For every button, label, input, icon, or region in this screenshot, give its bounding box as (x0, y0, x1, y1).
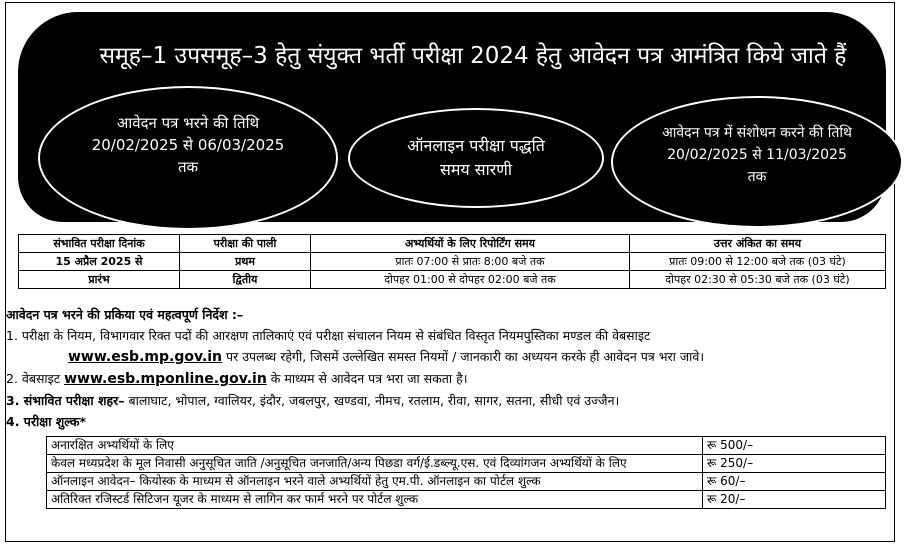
schedule-header-row (19, 235, 886, 253)
correction-date-label: आवेदन पत्र में संशोधन करने की तिथि (662, 125, 852, 141)
exam-mode-oval (348, 108, 604, 208)
application-date-label: आवेदन पत्र भरने की तिथि (116, 114, 260, 132)
header-banner (18, 12, 886, 222)
table-row (47, 455, 886, 473)
schedule-reporting-cell: दोपहर 01:00 से दोपहर 02:00 बजे तक (311, 271, 630, 289)
timetable-label: समय सारणी (440, 160, 512, 179)
schedule-header-shift: परीक्षा की पाली (180, 235, 311, 253)
instruction-item-3 (6, 390, 892, 411)
instruction-3-text: बालाघाट, भोपाल, ग्वालियर, इंदौर, जबलपुर, खण्डवा, नीमच, रतलाम, रीवा, सागर, सतना, सीधी एवं उज्जैन। (128, 393, 620, 408)
fee-amount: रू 20/– (703, 491, 886, 509)
instructions-heading: आवेदन पत्र भरने की प्रकिया एवं महत्वपूर्ण निर्देश :– (6, 307, 244, 322)
instruction-1-text: 1. परीक्षा के नियम, विभागवार रिक्त पदों की आरक्षण तालिकाएं एवं परीक्षा संचालन नियम से संबंधित विस्तृत नियमपुस्तिका मण्डल की वेबसाइट (6, 328, 651, 343)
correction-date-suffix: तक (747, 169, 767, 185)
application-date-range: 20/02/2025 से 06/03/2025 (91, 136, 285, 154)
table-row (19, 253, 886, 271)
instruction-item-1 (6, 325, 892, 346)
page-title: समूह–1 उपसमूह–3 हेतु संयुक्त भर्ती परीक्षा 2024 हेतु आवेदन पत्र आमंत्रित किये जाते हैं (99, 43, 847, 69)
instruction-item-1-continued (6, 346, 892, 368)
schedule-reporting-cell: प्रातः 07:00 से प्रातः 8:00 बजे तक (311, 253, 630, 271)
table-row (47, 473, 886, 491)
fee-amount: रू 250/– (703, 455, 886, 473)
fee-table (46, 436, 886, 509)
fee-description: केवल मध्यप्रदेश के मूल निवासी अनुसूचित जाति /अनुसूचित जनजाति/अन्य पिछडा वर्ग/ई.डब्ल्यू.एस. एवं दिव्यांगजन अभ्यर्थियों के लिए (47, 455, 703, 473)
instruction-3-label: 3. संभावित परीक्षा शहर– (6, 393, 125, 408)
instruction-1-rest: पर उपलब्ध रहेगी, जिसमें उल्लेखित समस्त नियमों / जानकारी का अध्ययन करके ही आवेदन पत्र भरा जावे। (226, 349, 705, 364)
schedule-header-reporting: अभ्यर्थियों के लिए रिपोर्टिंग समय (311, 235, 630, 253)
schedule-answer-cell: दोपहर 02:30 से 05:30 बजे तक (03 घंटे) (630, 271, 886, 289)
schedule-shift-cell: द्वितीय (180, 271, 311, 289)
instruction-item-4: 4. परीक्षा शुल्क* (6, 414, 87, 429)
table-row (47, 437, 886, 455)
correction-date-oval (611, 96, 903, 228)
application-date-oval (38, 86, 338, 230)
exam-mode-label: ऑनलाइन परीक्षा पद्धति (407, 136, 545, 155)
schedule-shift-cell: प्रथम (180, 253, 311, 271)
instruction-item-2 (6, 368, 892, 390)
fee-amount: रू 60/– (703, 473, 886, 491)
mponline-website-link[interactable]: www.esb.mponline.gov.in (64, 371, 267, 387)
schedule-date-line1: 15 अप्रैल 2025 से (19, 253, 180, 271)
instructions-section (6, 304, 892, 432)
instruction-2-rest: के माध्यम से आवेदन पत्र भरा जा सकता है। (270, 371, 468, 386)
application-date-suffix: तक (177, 158, 199, 176)
fee-description: ऑनलाइन आवेदन– कियोस्क के माध्यम से ऑनलाइन भरने वाले अभ्यर्थियों हेतु एम.पी. ऑनलाइन का पोर्टल शुल्क (47, 473, 703, 491)
schedule-answer-cell: प्रातः 09:00 से 12:00 बजे तक (03 घंटे) (630, 253, 886, 271)
table-row (19, 271, 886, 289)
instruction-2-prefix: 2. वेबसाइट (6, 371, 61, 386)
schedule-header-date: संभावित परीक्षा दिनांक (19, 235, 180, 253)
fee-amount: रू 500/– (703, 437, 886, 455)
esb-website-link[interactable]: www.esb.mp.gov.in (68, 349, 223, 365)
fee-description: अनारक्षित अभ्यर्थियों के लिए (47, 437, 703, 455)
schedule-table (18, 234, 886, 289)
table-row (47, 491, 886, 509)
fee-description: अतिरिक्त रजिस्टर्ड सिटिजन यूजर के माध्यम से लागिन कर फार्म भरने पर पोर्टल शुल्क (47, 491, 703, 509)
schedule-date-line2: प्रारंभ (19, 271, 180, 289)
correction-date-range: 20/02/2025 से 11/03/2025 (667, 147, 847, 163)
schedule-header-answer: उत्तर अंकित का समय (630, 235, 886, 253)
